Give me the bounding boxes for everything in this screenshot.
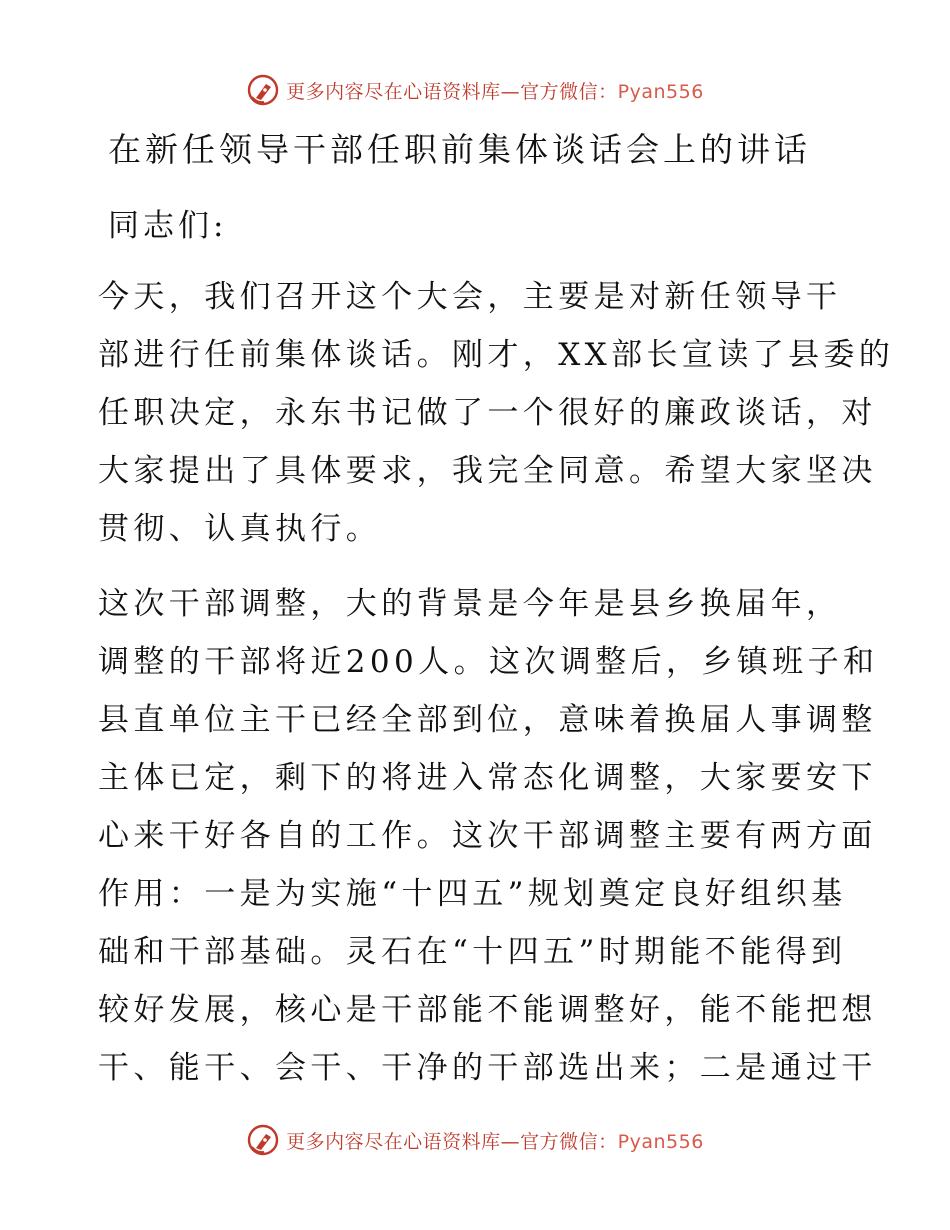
paragraph-1 bbox=[98, 268, 895, 558]
paragraph-line: 心来干好各自的工作。这次干部调整主要有两方面 bbox=[98, 818, 877, 854]
paragraph-line: 干、能干、会干、干净的干部选出来；二是通过干 bbox=[98, 1050, 877, 1086]
paragraph-line: 任职决定，永东书记做了一个很好的廉政谈话，对 bbox=[98, 395, 877, 431]
paragraph-line: 较好发展，核心是干部能不能调整好，能不能把想 bbox=[98, 992, 877, 1028]
pen-nib-icon bbox=[246, 1123, 280, 1157]
paragraph-line: 主体已定，剩下的将进入常态化调整，大家要安下 bbox=[98, 760, 877, 796]
paragraph-2 bbox=[98, 575, 879, 1097]
paragraph-line: 今天，我们召开这个大会，主要是对新任领导干 bbox=[98, 279, 842, 315]
paragraph-line: 部进行任前集体谈话。刚才，XX部长宣读了县委的 bbox=[98, 337, 895, 373]
paragraph-line: 这次干部调整，大的背景是今年是县乡换届年， bbox=[98, 586, 842, 622]
paragraph-line: 大家提出了具体要求，我完全同意。希望大家坚决 bbox=[98, 453, 877, 489]
greeting: 同志们: bbox=[108, 208, 228, 244]
paragraph-line: 县直单位主干已经全部到位，意味着换届人事调整 bbox=[98, 702, 877, 738]
watermark-text: 更多内容尽在心语资料库—官方微信：Pyan556 bbox=[286, 80, 704, 103]
paragraph-line: 作用：一是为实施“十四五”规划奠定良好组织基 bbox=[98, 876, 847, 912]
paragraph-line: 贯彻、认真执行。 bbox=[98, 511, 382, 547]
paragraph-line: 调整的干部将近200人。这次调整后，乡镇班子和 bbox=[98, 644, 879, 680]
watermark-banner-top bbox=[0, 70, 950, 110]
paragraph-line: 础和干部基础。灵石在“十四五”时期能不能得到 bbox=[98, 934, 847, 970]
pen-nib-icon bbox=[246, 73, 280, 107]
document-title: 在新任领导干部任职前集体谈话会上的讲话 bbox=[108, 130, 811, 169]
watermark-text: 更多内容尽在心语资料库—官方微信：Pyan556 bbox=[286, 1130, 704, 1153]
watermark-banner-bottom bbox=[0, 1120, 950, 1160]
